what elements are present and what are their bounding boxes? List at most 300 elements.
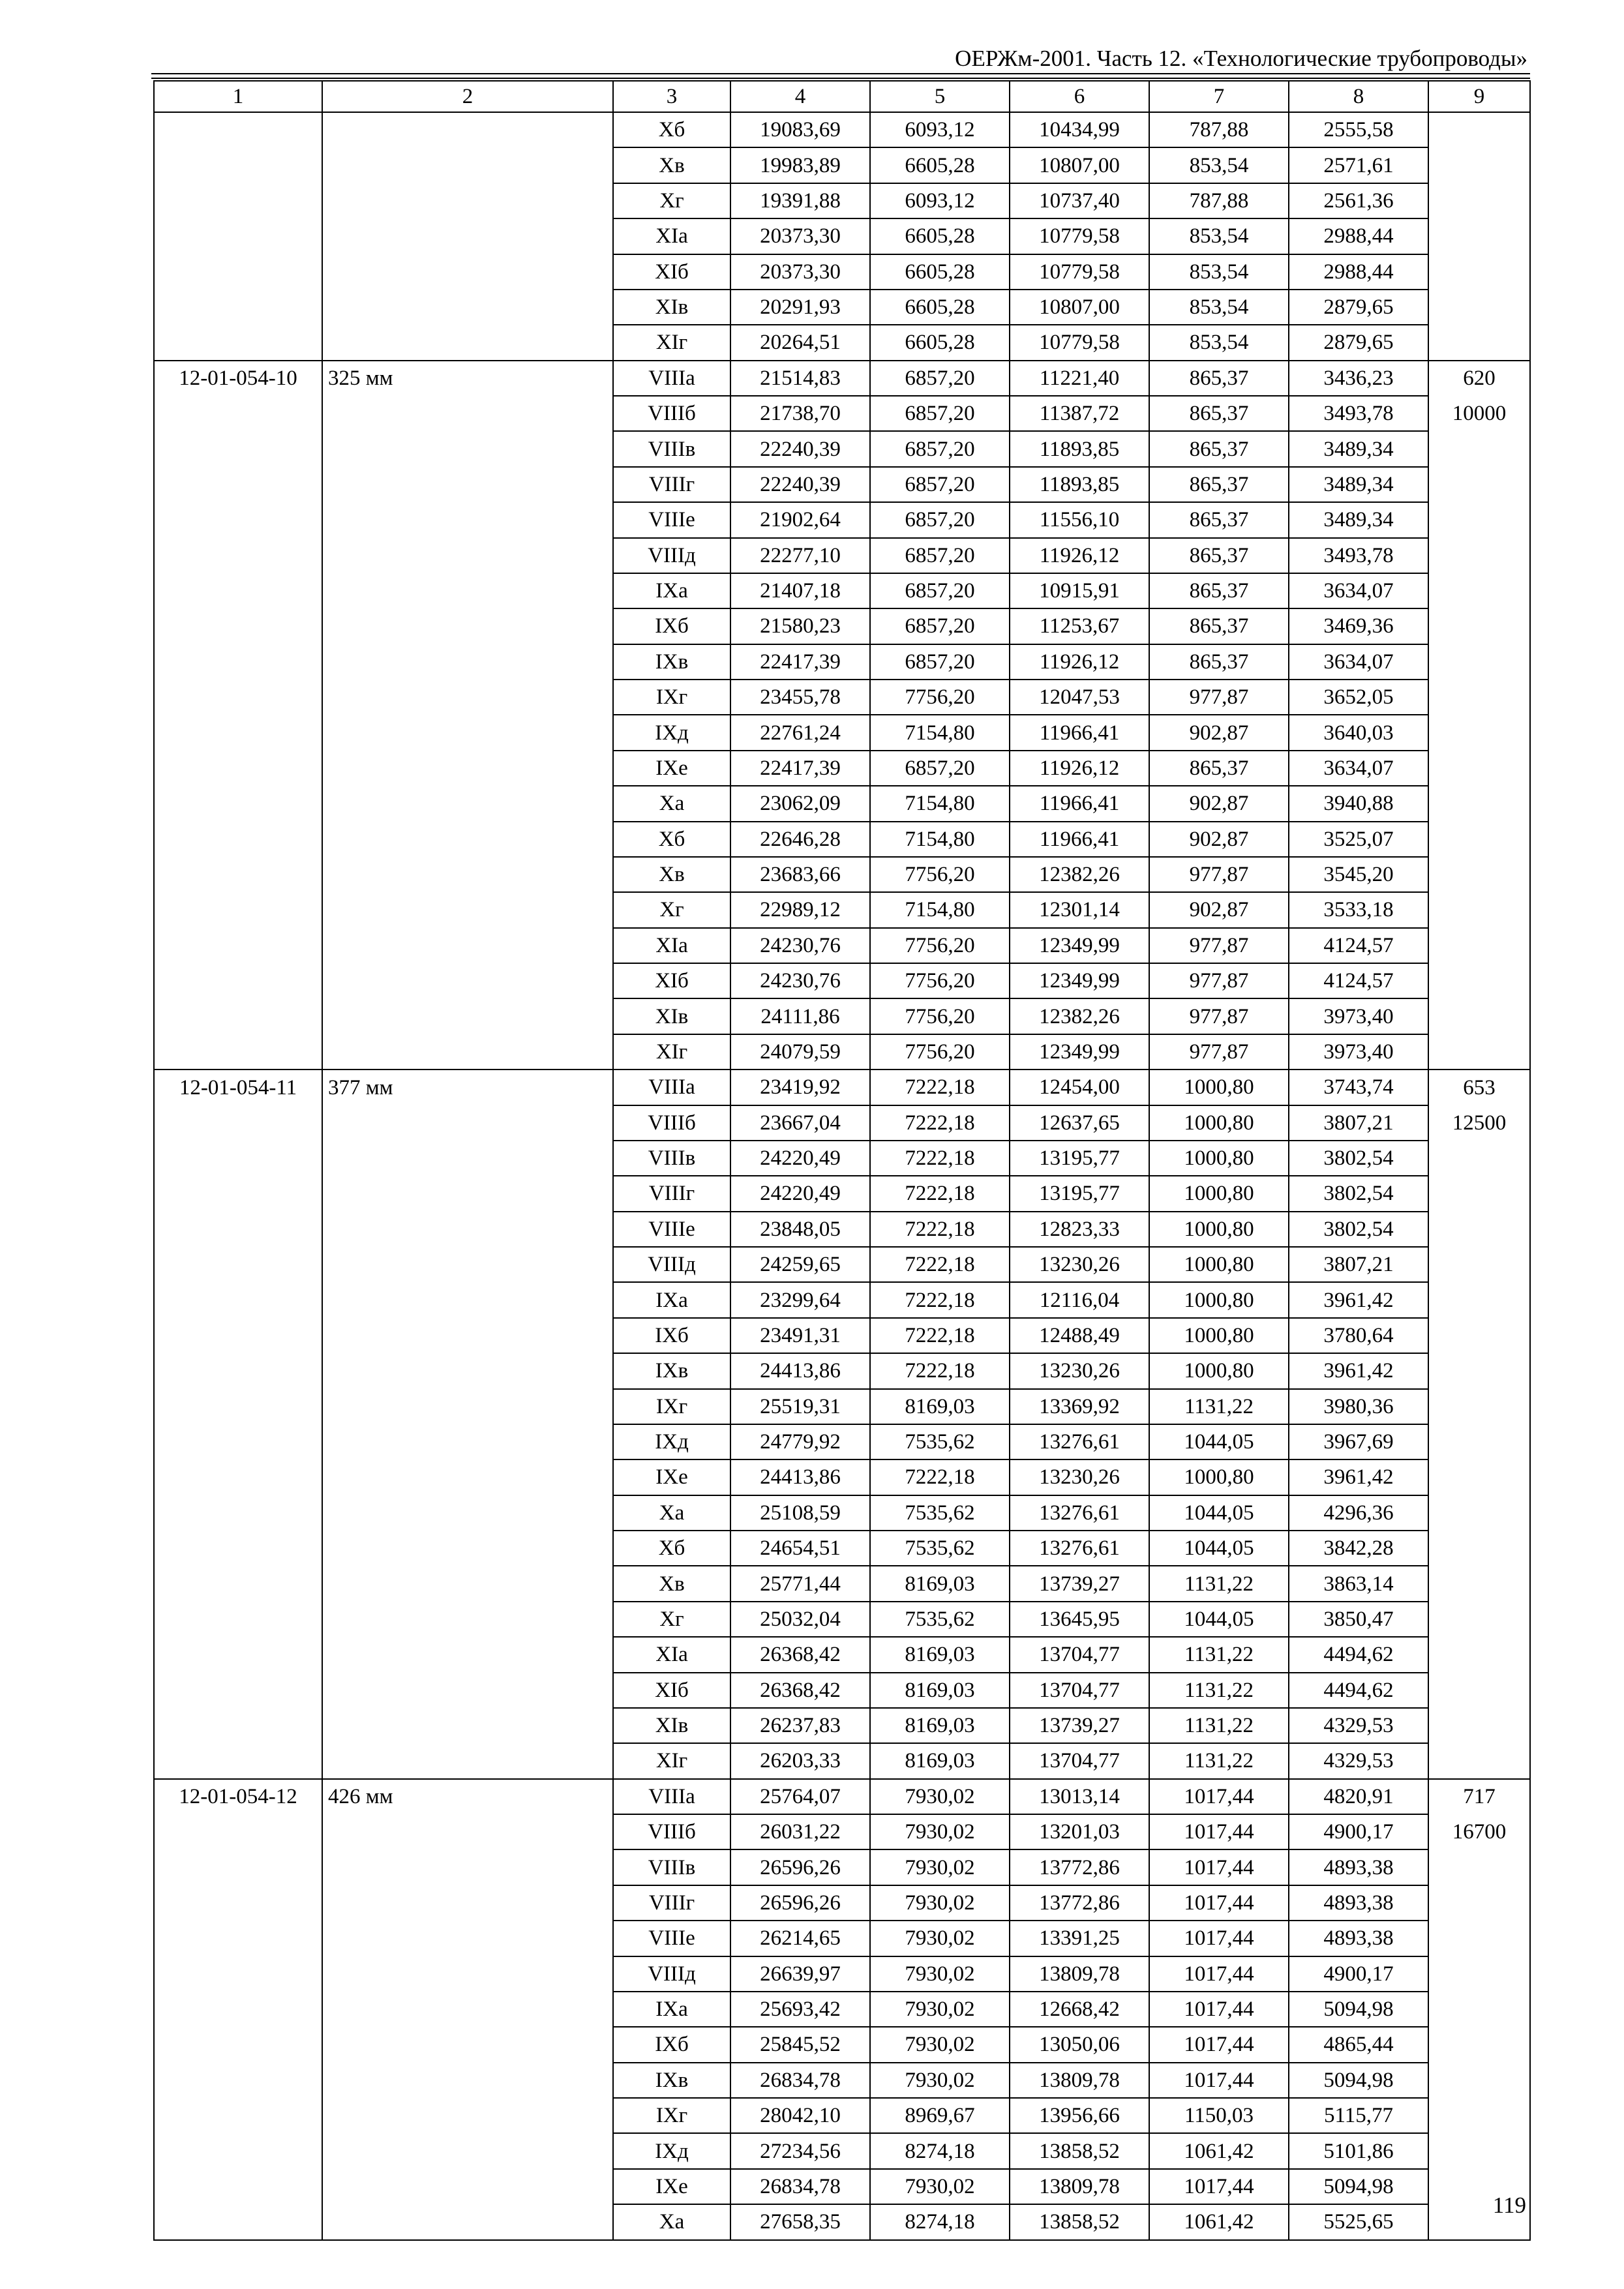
table-cell: 6605,28 [870, 325, 1010, 360]
table-cell: Ха [613, 786, 730, 821]
table-cell [322, 751, 613, 786]
table-cell [322, 573, 613, 608]
table-row [154, 1389, 1530, 1424]
table-row [154, 147, 1530, 183]
table-cell: 11253,67 [1010, 608, 1149, 644]
table-cell: IХв [613, 1353, 730, 1388]
table-cell [1428, 751, 1530, 786]
table-cell [1428, 928, 1530, 963]
table-cell: 20291,93 [730, 290, 870, 325]
table-cell: 28042,10 [730, 2098, 870, 2133]
table-cell [1428, 1495, 1530, 1531]
table-cell [154, 1885, 322, 1921]
table-cell: 8169,03 [870, 1566, 1010, 1601]
table-row [154, 290, 1530, 325]
table-cell: 7930,02 [870, 2027, 1010, 2062]
table-cell [154, 1424, 322, 1459]
table-cell: 7222,18 [870, 1070, 1010, 1105]
table-cell: IХа [613, 573, 730, 608]
table-cell [154, 1247, 322, 1282]
table-cell [154, 1318, 322, 1353]
table-cell [154, 325, 322, 360]
table-cell [322, 1673, 613, 1708]
table-cell: 7222,18 [870, 1176, 1010, 1211]
table-cell: 12349,99 [1010, 963, 1149, 998]
table-cell: 12488,49 [1010, 1318, 1149, 1353]
table-cell: 13704,77 [1010, 1637, 1149, 1672]
table-cell [322, 467, 613, 502]
table-cell: 4329,53 [1289, 1708, 1428, 1743]
table-cell [1428, 1034, 1530, 1070]
table-cell [154, 680, 322, 715]
table-cell: 865,37 [1149, 538, 1289, 573]
table-cell: 5525,65 [1289, 2204, 1428, 2239]
table-cell: 6857,20 [870, 608, 1010, 644]
running-header: ОЕРЖм-2001. Часть 12. «Технологические трубопроводы» [955, 46, 1527, 71]
table-cell: 865,37 [1149, 502, 1289, 537]
table-cell [154, 1814, 322, 1849]
table-cell [322, 1424, 613, 1459]
table-cell: IХд [613, 715, 730, 750]
table-cell [322, 644, 613, 680]
table-cell: 7222,18 [870, 1105, 1010, 1141]
table-cell [1428, 1318, 1530, 1353]
table-cell: 1044,05 [1149, 1424, 1289, 1459]
table-cell: 620 [1428, 361, 1530, 396]
table-cell [154, 2027, 322, 2062]
table-row [154, 1282, 1530, 1317]
table-cell [1428, 290, 1530, 325]
table-row [154, 1070, 1530, 1105]
table-cell [1428, 1637, 1530, 1672]
column-header: 1 [154, 81, 322, 112]
table-cell: 23455,78 [730, 680, 870, 715]
table-cell: 8169,03 [870, 1743, 1010, 1778]
table-cell: 25845,52 [730, 2027, 870, 2062]
table-cell: 12668,42 [1010, 1992, 1149, 2027]
table-cell [154, 1105, 322, 1141]
table-cell: 12500 [1428, 1105, 1530, 1141]
table-cell: 853,54 [1149, 254, 1289, 290]
table-cell: 12047,53 [1010, 680, 1149, 715]
table-cell: ХIа [613, 218, 730, 254]
table-cell [322, 218, 613, 254]
table-row [154, 751, 1530, 786]
table-cell: 6857,20 [870, 644, 1010, 680]
table-row [154, 1637, 1530, 1672]
table-cell: 7756,20 [870, 998, 1010, 1034]
header-rule-bottom [151, 78, 1530, 79]
table-row [154, 2098, 1530, 2133]
column-header: 5 [870, 81, 1010, 112]
table-cell: 2555,58 [1289, 112, 1428, 147]
table-cell [322, 1602, 613, 1637]
table-cell: 5115,77 [1289, 2098, 1428, 2133]
table-cell [1428, 1921, 1530, 1956]
table-cell: 13230,26 [1010, 1353, 1149, 1388]
table-cell [1428, 2098, 1530, 2133]
table-cell: 7756,20 [870, 928, 1010, 963]
table-cell: 4865,44 [1289, 2027, 1428, 2062]
table-cell [322, 431, 613, 466]
table-cell: 3493,78 [1289, 396, 1428, 431]
table-cell [154, 892, 322, 927]
table-row [154, 1034, 1530, 1070]
table-cell: 4124,57 [1289, 928, 1428, 963]
table-row [154, 1708, 1530, 1743]
table-cell [322, 680, 613, 715]
table-cell: 25519,31 [730, 1389, 870, 1424]
table-cell: 7535,62 [870, 1602, 1010, 1637]
table-cell: 4329,53 [1289, 1743, 1428, 1778]
table-cell [154, 1992, 322, 2027]
table-cell [1428, 1743, 1530, 1778]
table-cell: 4900,17 [1289, 1956, 1428, 1992]
table-cell: 22989,12 [730, 892, 870, 927]
table-cell [1428, 1389, 1530, 1424]
table-row [154, 1566, 1530, 1601]
table-cell [1428, 431, 1530, 466]
table-cell [1428, 715, 1530, 750]
table-cell: 8169,03 [870, 1389, 1010, 1424]
table-cell: 3545,20 [1289, 857, 1428, 892]
table-cell: 7756,20 [870, 857, 1010, 892]
table-cell: 3850,47 [1289, 1602, 1428, 1637]
table-cell: VIIIб [613, 1105, 730, 1141]
table-cell [154, 1531, 322, 1566]
table-cell: 377 мм [322, 1070, 613, 1105]
table-cell: 1150,03 [1149, 2098, 1289, 2133]
table-cell: 13858,52 [1010, 2133, 1149, 2168]
table-cell: ХIв [613, 998, 730, 1034]
table-cell [154, 822, 322, 857]
table-cell: 19083,69 [730, 112, 870, 147]
column-header: 8 [1289, 81, 1428, 112]
table-cell: 865,37 [1149, 361, 1289, 396]
table-cell [1428, 218, 1530, 254]
table-cell [1428, 1459, 1530, 1495]
table-cell [1428, 1531, 1530, 1566]
table-row [154, 254, 1530, 290]
table-row [154, 644, 1530, 680]
table-cell [322, 998, 613, 1034]
table-cell: ХIг [613, 1034, 730, 1070]
table-cell: 853,54 [1149, 147, 1289, 183]
table-cell: 13772,86 [1010, 1885, 1149, 1921]
table-cell: 865,37 [1149, 608, 1289, 644]
table-cell: VIIIб [613, 1814, 730, 1849]
table-cell: 24230,76 [730, 928, 870, 963]
table-cell: 12-01-054-11 [154, 1070, 322, 1105]
table-cell: 22417,39 [730, 751, 870, 786]
table-cell: 1131,22 [1149, 1389, 1289, 1424]
table-cell: 1017,44 [1149, 1956, 1289, 1992]
table-cell: 6093,12 [870, 112, 1010, 147]
table-cell [322, 1282, 613, 1317]
table-cell: 24654,51 [730, 1531, 870, 1566]
table-cell: 23683,66 [730, 857, 870, 892]
table-cell: IХб [613, 608, 730, 644]
table-cell [322, 538, 613, 573]
table-cell: 902,87 [1149, 786, 1289, 821]
column-header: 2 [322, 81, 613, 112]
table-cell: 4893,38 [1289, 1885, 1428, 1921]
table-cell [154, 1141, 322, 1176]
table-cell [1428, 1885, 1530, 1921]
table-row [154, 1353, 1530, 1388]
table-cell [322, 325, 613, 360]
table-cell [154, 573, 322, 608]
table-cell: 12-01-054-10 [154, 361, 322, 396]
table-cell [322, 2027, 613, 2062]
table-cell: 6605,28 [870, 218, 1010, 254]
table-cell: 20373,30 [730, 254, 870, 290]
table-cell: 7222,18 [870, 1459, 1010, 1495]
table-row [154, 680, 1530, 715]
table-cell: IХе [613, 751, 730, 786]
table-cell [322, 822, 613, 857]
table-cell: 865,37 [1149, 573, 1289, 608]
table-cell [322, 892, 613, 927]
table-cell: IХа [613, 1282, 730, 1317]
table-cell [322, 1176, 613, 1211]
table-cell [1428, 1673, 1530, 1708]
table-cell: 1000,80 [1149, 1176, 1289, 1211]
table-cell: 6605,28 [870, 254, 1010, 290]
table-cell: 13739,27 [1010, 1708, 1149, 1743]
table-cell: 26639,97 [730, 1956, 870, 1992]
table-cell: 22240,39 [730, 431, 870, 466]
table-cell: 7930,02 [870, 1956, 1010, 1992]
table-cell: 21580,23 [730, 608, 870, 644]
table-cell: 7154,80 [870, 892, 1010, 927]
table-cell: 1044,05 [1149, 1531, 1289, 1566]
table-cell: 977,87 [1149, 857, 1289, 892]
table-row [154, 325, 1530, 360]
table-cell [1428, 502, 1530, 537]
table-cell [1428, 786, 1530, 821]
table-cell: 13809,78 [1010, 2063, 1149, 2098]
table-cell [154, 857, 322, 892]
table-cell: 1017,44 [1149, 1814, 1289, 1849]
table-row [154, 538, 1530, 573]
table-row [154, 715, 1530, 750]
table-cell: 4900,17 [1289, 1814, 1428, 1849]
table-cell [1428, 644, 1530, 680]
table-cell: 13195,77 [1010, 1141, 1149, 1176]
table-cell [322, 1637, 613, 1672]
table-cell [322, 963, 613, 998]
table-row [154, 183, 1530, 218]
table-row [154, 892, 1530, 927]
table-cell [1428, 963, 1530, 998]
table-cell: Хб [613, 822, 730, 857]
table-cell: 13858,52 [1010, 2204, 1149, 2239]
table-cell: 865,37 [1149, 396, 1289, 431]
table-cell: 3640,03 [1289, 715, 1428, 750]
table-cell: Хв [613, 147, 730, 183]
table-cell: ХIб [613, 1673, 730, 1708]
table-cell: 13276,61 [1010, 1424, 1149, 1459]
table-cell: 3525,07 [1289, 822, 1428, 857]
table-cell: 8169,03 [870, 1673, 1010, 1708]
table-cell [154, 1212, 322, 1247]
table-cell [154, 431, 322, 466]
table-cell: 1131,22 [1149, 1637, 1289, 1672]
table-cell: 3802,54 [1289, 1141, 1428, 1176]
table-row [154, 573, 1530, 608]
table-cell [154, 1637, 322, 1672]
table-cell: 11893,85 [1010, 431, 1149, 466]
table-cell: 865,37 [1149, 644, 1289, 680]
table-cell: 13645,95 [1010, 1602, 1149, 1637]
table-cell [1428, 538, 1530, 573]
table-cell: 1017,44 [1149, 1849, 1289, 1885]
table-cell: 12382,26 [1010, 857, 1149, 892]
table-cell [322, 1353, 613, 1388]
table-cell [154, 963, 322, 998]
price-table [153, 80, 1531, 2241]
table-cell: 5094,98 [1289, 1992, 1428, 2027]
table-cell [322, 1495, 613, 1531]
table-cell [1428, 1849, 1530, 1885]
table-cell: 8274,18 [870, 2204, 1010, 2239]
table-cell: 6857,20 [870, 396, 1010, 431]
table-cell: 24230,76 [730, 963, 870, 998]
table-cell: 10807,00 [1010, 147, 1149, 183]
table-cell [1428, 1424, 1530, 1459]
table-cell: 3533,18 [1289, 892, 1428, 927]
table-cell: 3802,54 [1289, 1212, 1428, 1247]
table-cell [322, 1743, 613, 1778]
table-cell: IХд [613, 2133, 730, 2168]
table-row [154, 1176, 1530, 1211]
table-row [154, 112, 1530, 147]
table-cell: 1061,42 [1149, 2204, 1289, 2239]
table-row [154, 1779, 1530, 1814]
table-cell: 787,88 [1149, 112, 1289, 147]
table-cell [322, 1247, 613, 1282]
table-cell: 7222,18 [870, 1353, 1010, 1388]
table-row [154, 1141, 1530, 1176]
table-cell: 24779,92 [730, 1424, 870, 1459]
table-cell: 13809,78 [1010, 1956, 1149, 1992]
table-cell [154, 112, 322, 147]
table-header-row [154, 81, 1530, 112]
table-cell: VIIIв [613, 1849, 730, 1885]
table-cell: 3961,42 [1289, 1282, 1428, 1317]
table-row [154, 822, 1530, 857]
table-cell [322, 1921, 613, 1956]
table-cell: 24220,49 [730, 1141, 870, 1176]
table-cell [154, 1495, 322, 1531]
table-cell: 23491,31 [730, 1318, 870, 1353]
header-rule-top [151, 73, 1530, 74]
table-cell: 13704,77 [1010, 1743, 1149, 1778]
table-cell: 3489,34 [1289, 467, 1428, 502]
table-cell: 977,87 [1149, 928, 1289, 963]
table-cell: 2879,65 [1289, 290, 1428, 325]
table-cell: IХе [613, 2169, 730, 2204]
table-cell: 21514,83 [730, 361, 870, 396]
table-cell: 7930,02 [870, 1885, 1010, 1921]
table-cell: 10000 [1428, 396, 1530, 431]
column-header: 3 [613, 81, 730, 112]
table-cell: 11966,41 [1010, 822, 1149, 857]
table-cell: 13013,14 [1010, 1779, 1149, 1814]
table-cell: 7930,02 [870, 1814, 1010, 1849]
table-cell: 3973,40 [1289, 1034, 1428, 1070]
table-cell [1428, 254, 1530, 290]
table-cell [1428, 2063, 1530, 2098]
table-cell: ХIг [613, 325, 730, 360]
table-row [154, 963, 1530, 998]
table-cell: Хв [613, 1566, 730, 1601]
table-cell: 7535,62 [870, 1495, 1010, 1531]
table-row [154, 1992, 1530, 2027]
table-cell: 3863,14 [1289, 1566, 1428, 1601]
table-cell: 1131,22 [1149, 1708, 1289, 1743]
table-cell [1428, 1141, 1530, 1176]
table-cell [322, 183, 613, 218]
table-cell [1428, 608, 1530, 644]
table-cell: 12454,00 [1010, 1070, 1149, 1105]
table-cell: 21407,18 [730, 573, 870, 608]
table-cell: 8969,67 [870, 2098, 1010, 2133]
table-row [154, 928, 1530, 963]
table-cell: 7930,02 [870, 1849, 1010, 1885]
table-cell: 13230,26 [1010, 1247, 1149, 1282]
table-row [154, 1212, 1530, 1247]
table-cell: 6857,20 [870, 431, 1010, 466]
table-cell: 977,87 [1149, 998, 1289, 1034]
table-cell: 26237,83 [730, 1708, 870, 1743]
table-row [154, 2204, 1530, 2239]
table-cell: 3634,07 [1289, 573, 1428, 608]
table-cell: 5101,86 [1289, 2133, 1428, 2168]
table-row [154, 467, 1530, 502]
table-cell [322, 1141, 613, 1176]
table-cell: 1017,44 [1149, 2027, 1289, 2062]
table-row [154, 608, 1530, 644]
table-cell: 26203,33 [730, 1743, 870, 1778]
table-cell: 11387,72 [1010, 396, 1149, 431]
table-cell: 977,87 [1149, 680, 1289, 715]
table-cell: 1061,42 [1149, 2133, 1289, 2168]
table-cell: 24220,49 [730, 1176, 870, 1211]
table-cell: 3967,69 [1289, 1424, 1428, 1459]
table-cell: 7222,18 [870, 1318, 1010, 1353]
table-cell: 7222,18 [870, 1247, 1010, 1282]
table-cell: 4893,38 [1289, 1921, 1428, 1956]
table-cell: 12349,99 [1010, 1034, 1149, 1070]
table-cell: 2571,61 [1289, 147, 1428, 183]
table-cell: 3469,36 [1289, 608, 1428, 644]
table-cell: 2561,36 [1289, 183, 1428, 218]
table-row [154, 1673, 1530, 1708]
table-cell: 10779,58 [1010, 325, 1149, 360]
table-cell: VIIIд [613, 1247, 730, 1282]
table-cell [154, 1849, 322, 1885]
table-cell [1428, 680, 1530, 715]
table-cell: 7154,80 [870, 715, 1010, 750]
table-cell [154, 2169, 322, 2204]
table-row [154, 431, 1530, 466]
table-cell: VIIIб [613, 396, 730, 431]
table-cell [154, 1708, 322, 1743]
table-cell: 7222,18 [870, 1141, 1010, 1176]
table-cell: 23299,64 [730, 1282, 870, 1317]
